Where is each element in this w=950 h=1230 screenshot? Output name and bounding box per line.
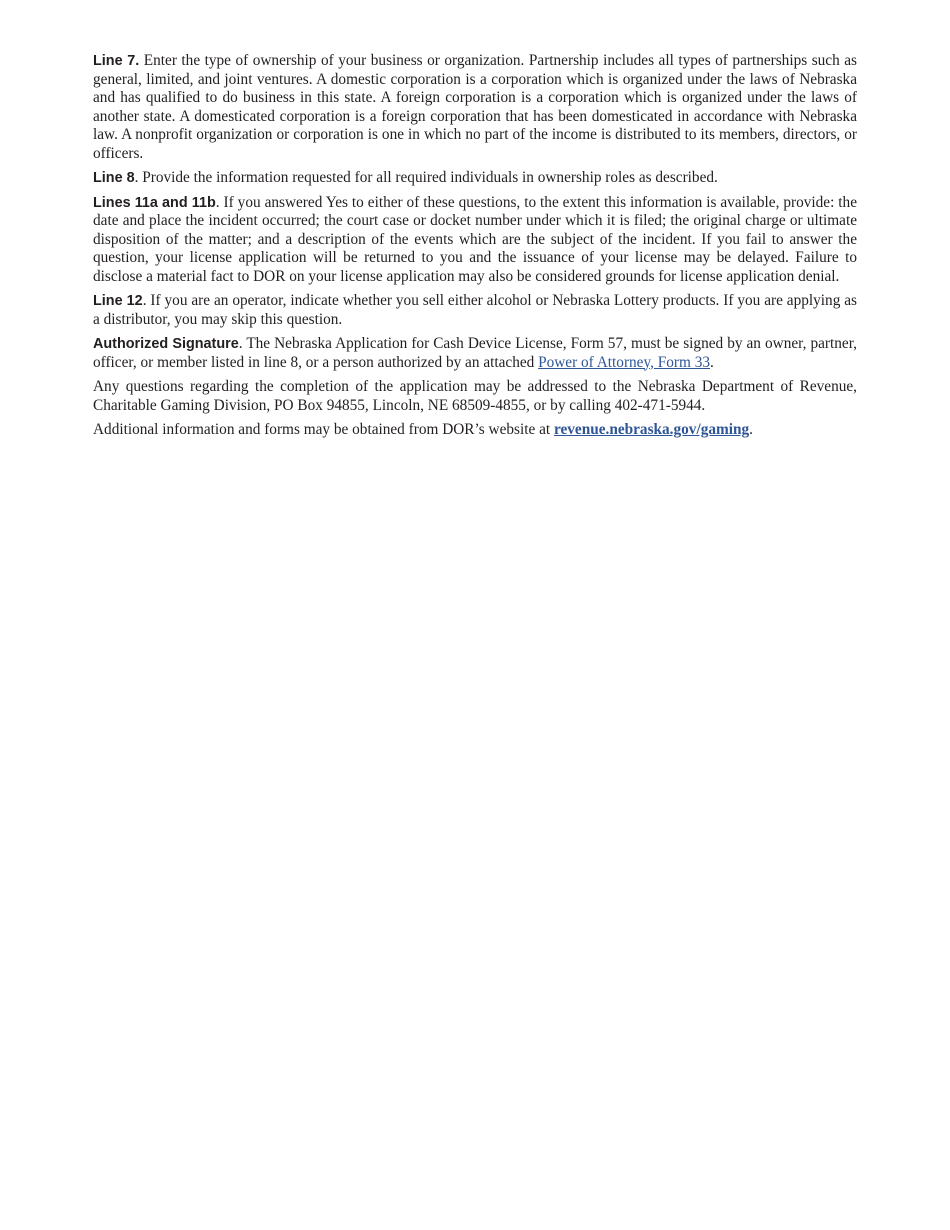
questions-text: Any questions regarding the completion of the application may be addressed to the Nebraska Department of Revenue, Charitable Gaming Division, PO Box 94855, Lincoln, NE 68509-4855, or by calling 402-471-5944. (93, 378, 857, 414)
line-12-label: Line 12 (93, 293, 143, 309)
power-of-attorney-link[interactable]: Power of Attorney, Form 33 (538, 353, 711, 371)
line-7-label: Line 7. (93, 53, 140, 69)
lines-11-text: . If you answered Yes to either of these questions, to the extent this information is available, provide: the date and place the incident occurred; the court case or docket number under which it is filed; the original charge or ultimate disposition of the matter; and a description of the events which are the subject of the incident. If you fail to answer the question, your license application will be returned to you and the issuance of your license may be delayed. Failure to disclose a material fact to DOR on your license application may also be considered grounds for license application denial. (93, 193, 857, 285)
line-7-text: Enter the type of ownership of your business or organization. Partnership includes all types of partnerships such as general, limited, and joint ventures. A domestic corporation is a corporation which is organized under the laws of Nebraska and has qualified to do business in this state. A foreign corporation is a corporation which is organized under the laws of another state. A domesticated corporation is a foreign corporation that has been domesticated in accordance with Nebraska law. A nonprofit organization or corporation is one in which no part of the income is distributed to its members, directors, or officers. (93, 52, 857, 162)
additional-info-end: . (749, 421, 753, 438)
line-7-paragraph (93, 52, 857, 163)
signature-paragraph (93, 335, 857, 372)
additional-info-text: Additional information and forms may be obtained from DOR’s website at (93, 421, 554, 438)
signature-label: Authorized Signature (93, 336, 239, 352)
line-12-text: . If you are an operator, indicate whether you sell either alcohol or Nebraska Lottery products. If you are applying as a distributor, you may skip this question. (93, 292, 857, 328)
website-link[interactable]: revenue.nebraska.gov/gaming (553, 421, 750, 438)
line-12-paragraph (93, 292, 857, 329)
lines-11-label: Lines 11a and 11b (93, 194, 216, 211)
line-8-paragraph (93, 169, 857, 188)
lines-11-paragraph (93, 194, 857, 287)
line-8-label: Line 8 (93, 170, 135, 186)
additional-info-paragraph (93, 421, 857, 440)
line-8-text: . Provide the information requested for all required individuals in ownership roles as described. (134, 169, 718, 186)
signature-end: . (710, 353, 714, 371)
questions-paragraph (93, 378, 857, 415)
signature-text: . The Nebraska Application for Cash Device License, Form 57, must be signed by an owner, partner, officer, or member listed in line 8, or a person authorized by an attached (93, 335, 857, 371)
instructions-page (93, 52, 857, 446)
